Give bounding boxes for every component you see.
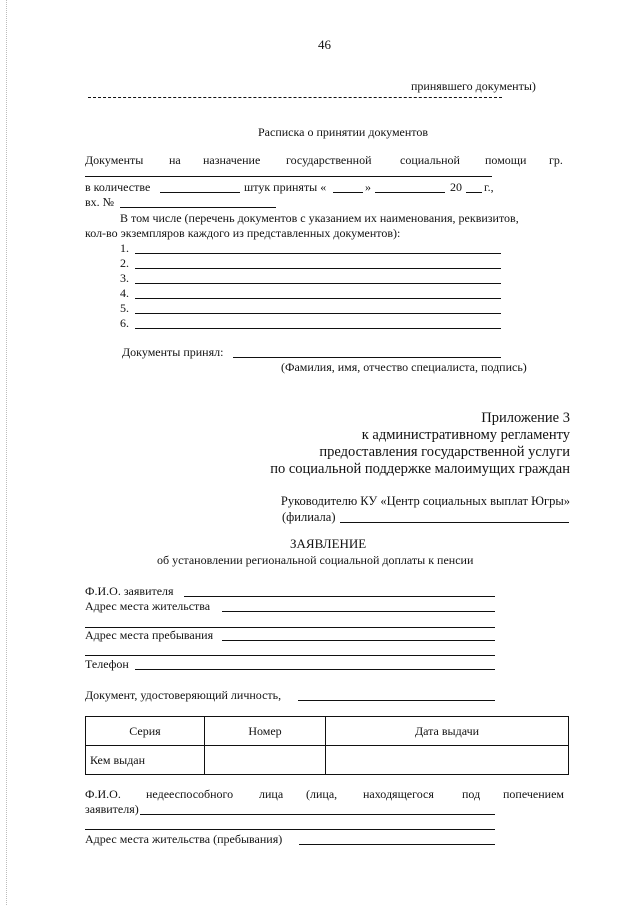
receipt-line1-w3: государственной: [286, 153, 372, 167]
accepted-label: Документы принял:: [122, 345, 224, 359]
table-row: [86, 717, 569, 746]
month-field[interactable]: [375, 192, 445, 193]
incapable-w5: под: [462, 787, 481, 801]
cut-line: [88, 97, 502, 98]
receipt-line1-w2: назначение: [203, 153, 261, 167]
phone-label: Телефон: [85, 657, 129, 671]
fio-label: Ф.И.О. заявителя: [85, 584, 174, 598]
addressee-line2: (филиала): [282, 510, 336, 524]
residence-field[interactable]: [222, 611, 495, 612]
incapable-address-label: Адрес места жительства (пребывания): [85, 832, 283, 846]
incapable-fio-field[interactable]: [140, 814, 495, 815]
qty-mid: штук приняты «: [244, 180, 327, 194]
appendix-line4: по социальной поддержке малоимущих граждан: [270, 461, 570, 477]
appendix-line2: к административному регламенту: [361, 427, 570, 443]
receipt-line1-w4: социальной: [400, 153, 460, 167]
item-6-field[interactable]: [135, 328, 501, 329]
incapable-w2: лица: [259, 787, 284, 801]
residence-label: Адрес места жительства: [85, 599, 211, 613]
number-cell[interactable]: [205, 746, 326, 775]
issued-by-label: Кем выдан: [86, 746, 205, 775]
receipt-line1-w5: помощи: [485, 153, 527, 167]
item-5-field[interactable]: [135, 313, 501, 314]
incapable-w1: недееспособного: [146, 787, 234, 801]
year-field[interactable]: [466, 192, 482, 193]
phone-field[interactable]: [135, 669, 495, 670]
incapable-w0: Ф.И.О.: [85, 787, 121, 801]
scan-edge: [6, 0, 7, 905]
stay-field-2[interactable]: [85, 655, 495, 656]
incapable-line2: заявителя): [85, 802, 139, 816]
item-4-number: 4.: [120, 286, 129, 300]
accepted-signature-field[interactable]: [233, 357, 501, 358]
item-1-field[interactable]: [135, 253, 501, 254]
incapable-address-field[interactable]: [299, 844, 495, 845]
qty-field[interactable]: [160, 192, 240, 193]
item-6-number: 6.: [120, 316, 129, 330]
issue-date-cell[interactable]: [326, 746, 569, 775]
accepted-caption: (Фамилия, имя, отчество специалиста, подпись): [281, 360, 527, 374]
including-line1: В том числе (перечень документов с указанием их наименования, реквизитов,: [120, 211, 519, 225]
branch-field[interactable]: [340, 522, 569, 523]
receipt-line1-w0: Документы: [85, 153, 144, 167]
qty-label: в количестве: [85, 180, 151, 194]
id-doc-field[interactable]: [298, 700, 495, 701]
qty-quote: »: [365, 180, 371, 194]
id-document-table: [85, 716, 569, 775]
table-row: [86, 746, 569, 775]
receipt-line1-w6: гр.: [549, 153, 563, 167]
application-title: ЗАЯВЛЕНИЕ: [290, 536, 367, 551]
incapable-w4: находящегося: [363, 787, 434, 801]
series-header: Серия: [86, 717, 205, 746]
item-5-number: 5.: [120, 301, 129, 315]
item-1-number: 1.: [120, 241, 129, 255]
fio-field[interactable]: [184, 596, 495, 597]
receipt-line1-w1: на: [169, 153, 181, 167]
item-3-number: 3.: [120, 271, 129, 285]
stay-field[interactable]: [222, 640, 495, 641]
stay-label: Адрес места пребывания: [85, 628, 214, 642]
incapable-w3: (лица,: [306, 787, 338, 801]
item-2-number: 2.: [120, 256, 129, 270]
top-note: принявшего документы): [411, 79, 536, 93]
qty-year: 20: [450, 180, 462, 194]
day-field[interactable]: [333, 192, 363, 193]
number-header: Номер: [205, 717, 326, 746]
item-3-field[interactable]: [135, 283, 501, 284]
page-number: 46: [318, 37, 331, 52]
appendix-line3: предоставления государственной услуги: [319, 444, 570, 460]
item-2-field[interactable]: [135, 268, 501, 269]
including-line2: кол-во экземпляров каждого из представленных документов):: [85, 226, 401, 240]
incapable-fio-field-2[interactable]: [85, 829, 495, 830]
qty-g: г.,: [484, 180, 494, 194]
issue-date-header: Дата выдачи: [326, 717, 569, 746]
addressee-line1: Руководителю КУ «Центр социальных выплат Югры»: [280, 494, 570, 508]
appendix-line1: Приложение 3: [481, 410, 570, 426]
id-doc-label: Документ, удостоверяющий личность,: [85, 688, 282, 702]
incoming-number-label: вх. №: [85, 195, 115, 209]
receipt-title: Расписка о принятии документов: [258, 125, 429, 139]
application-subtitle: об установлении региональной социальной доплаты к пенсии: [157, 553, 474, 567]
item-4-field[interactable]: [135, 298, 501, 299]
incoming-number-field[interactable]: [120, 207, 276, 208]
incapable-w6: попечением: [503, 787, 564, 801]
recipient-name-field[interactable]: [85, 176, 492, 177]
